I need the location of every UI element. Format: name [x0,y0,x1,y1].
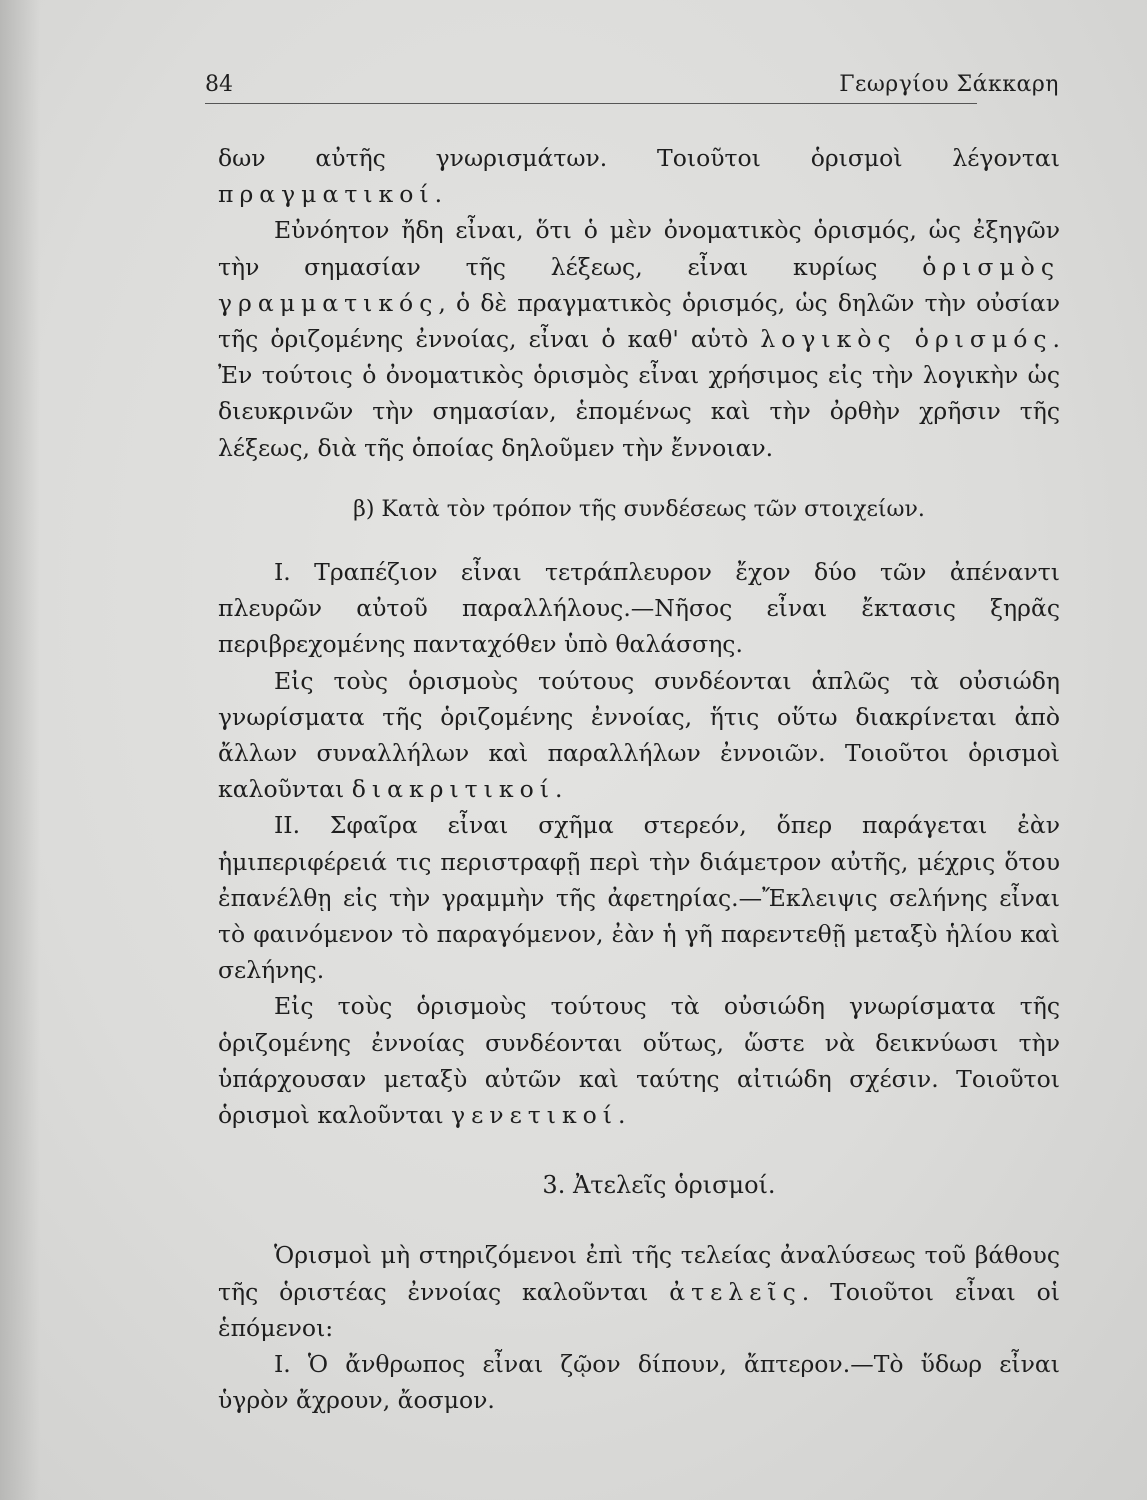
paragraph-7-end: . Τοιοῦτοι εἶναι οἱ ἑπόμενοι: [218,1277,1060,1342]
spaced-term-ateleis: ἀτελεῖς [669,1277,802,1306]
paragraph-6 [218,988,1060,1133]
paragraph-4-text: Εἰς τοὺς ὁρισμοὺς τούτους συνδέονται ἁπλῶς τὰ οὐσιώδη γνωρίσματα τῆς ὁριζομένης ἐννοίας, ἥτις οὕτω διακρίνεται ἀπὸ ἄλλων συναλλήλων καὶ παραλλήλων ἐννοιῶν. Τοιοῦτοι ὁρισμοὶ καλοῦνται [218,666,1060,804]
paragraph-2-text-a: Εὐνόητον ἤδη εἶναι, ὅτι ὁ μὲν ὀνοματικὸς ὁρισμός, ὡς ἐξηγῶν τὴν σημασίαν τῆς λέξεως, εἶναι κυρίως [218,216,1060,281]
paragraph-1 [218,140,1060,212]
body-text [218,140,1060,1419]
spaced-term-logikos: λογικὸς ὁρισμός [760,325,1053,354]
paragraph-1-end: . [434,180,443,209]
paragraph-8: Ι. Ὁ ἄνθρωπος εἶναι ζῷον δίπουν, ἄπτερον.—Τὸ ὕδωρ εἶναι ὑγρὸν ἄχρουν, ἄοσμον. [218,1350,1060,1415]
paragraph-6-text: Εἰς τοὺς ὁρισμοὺς τούτους τὰ οὐσιώδη γνωρίσματα τῆς ὁριζομένης ἐννοίας συνδέονται οὕτως, ὥστε νὰ δεικνύωσι τὴν ὑπάρχουσαν μεταξὺ αὐτῶν καὶ ταύτης αἰτιώδη σχέσιν. Τοιοῦτοι ὁρισμοὶ καλοῦνται [218,992,1060,1130]
paragraph-1-text: δων αὐτῆς γνωρισμάτων. Τοιοῦτοι ὁρισμοὶ λέγονται [218,144,1060,172]
page-header [205,72,1065,112]
page-edge-shadow [0,0,40,1500]
paragraph-6-end: . [618,1101,626,1130]
paragraph-7 [218,1237,1060,1346]
subheading-b: β) Κατὰ τὸν τρόπον τῆς συνδέσεως τῶν στοιχείων. [353,496,925,522]
running-head: Γεωργίου Σάκκαρη [839,72,1059,97]
section-heading-3: 3. Ἀτελεῖς ὁρισμοί. [542,1171,776,1200]
spacer [218,528,1060,554]
spaced-term-pragmatikoi: πραγματικοί [218,180,435,209]
paragraph-2-text-b: , ὁ δὲ πραγματικὸς ὁρισμός, ὡς δηλῶν τὴν οὐσίαν τῆς ὁριζομένης ἐννοίας, εἶναι ὁ καθ' αὑτὸ [218,288,1060,354]
page-number: 84 [205,72,233,97]
paragraph-5: ΙΙ. Σφαῖρα εἶναι σχῆμα στερεόν, ὅπερ παράγεται ἐὰν ἡμιπεριφέρειά τις περιστραφῇ περὶ τὴν διάμετρον αὐτῆς, μέχρις ὅτου ἐπανέλθῃ εἰς τὴν γραμμὴν τῆς ἀφετηρίας.—Ἔκλειψις σελήνης εἶναι τὸ φαινόμενον τὸ παραγόμενον, ἐὰν ἡ γῆ παρεντεθῇ μεταξὺ ἡλίου καὶ σελήνης. [218,811,1060,985]
paragraph-3: Ι. Τραπέζιον εἶναι τετράπλευρον ἔχον δύο τῶν ἀπέναντι πλευρῶν αὐτοῦ παραλλήλους.—Νῆσος εἶναι ἔκτασις ξηρᾶς περιβρεχομένης πανταχόθεν ὑπὸ θαλάσσης. [218,558,1060,659]
spacer [218,1203,1060,1237]
paragraph-7-text: Ὁρισμοὶ μὴ στηριζόμενοι ἐπὶ τῆς τελείας ἀναλύσεως τοῦ βάθους τῆς ὁριστέας ἐννοίας καλοῦνται [218,1241,1060,1306]
paragraph-2-text-c: . Ἐν τούτοις ὁ ὀνοματικὸς ὁρισμὸς εἶναι χρήσιμος εἰς τὴν λογικὴν ὡς διευκρινῶν τὴν σημασίαν, ἑπομένως καὶ τὴν ὀρθὴν χρῆσιν τῆς λέξεως, διὰ τῆς ὁποίας δηλοῦμεν τὴν ἔννοιαν. [218,325,1060,462]
spacer [218,1133,1060,1167]
spaced-term-diakritikoi: διακριτικοί [351,775,555,804]
header-rule [205,103,977,104]
spaced-term-grammatikos: ὁρισμὸς γραμματικός [218,252,1060,317]
paragraph-4-end: . [554,775,563,804]
spaced-term-genetikoi: γενετικοί [451,1101,619,1130]
paragraph-4 [218,663,1060,808]
paragraph-2 [218,212,1060,465]
spacer [218,466,1060,492]
